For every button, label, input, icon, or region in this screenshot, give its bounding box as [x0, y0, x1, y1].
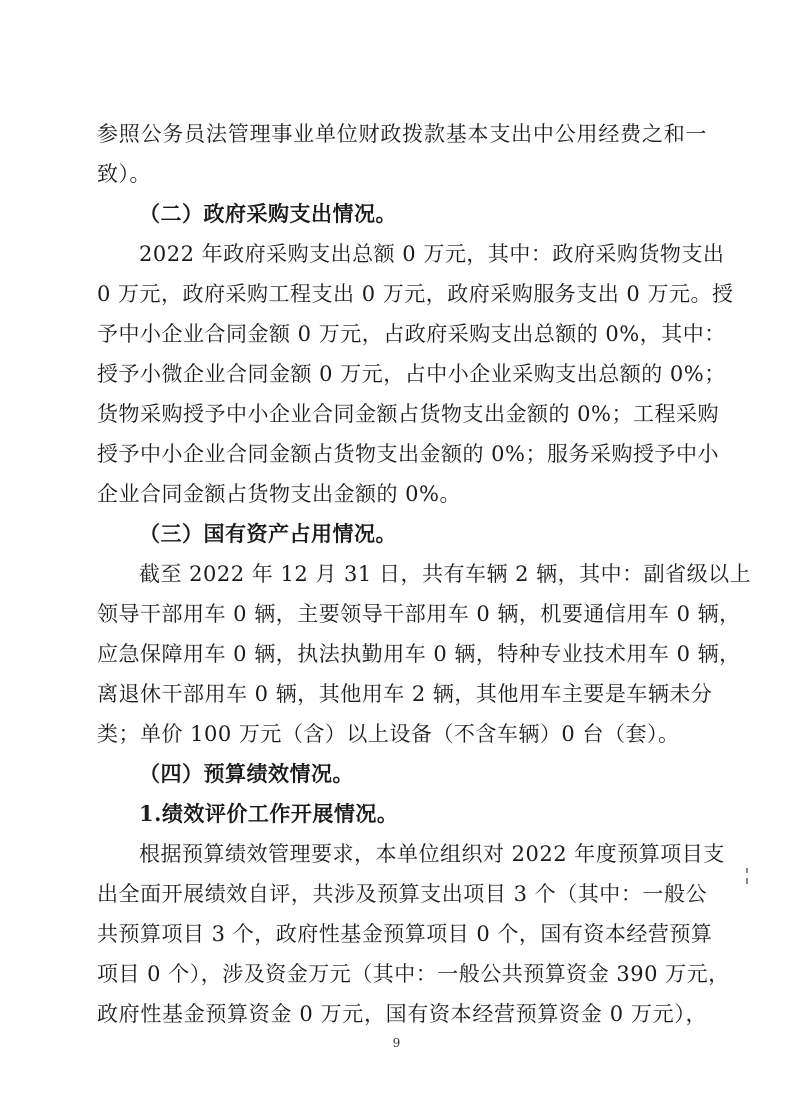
body-line: 2022 年政府采购支出总额 0 万元，其中：政府采购货物支出 — [139, 242, 725, 266]
body-line: 政府性基金预算资金 0 万元，国有资本经营预算资金 0 万元）， — [97, 1002, 707, 1026]
subsection-heading: 1.绩效评价工作开展情况。 — [139, 801, 399, 826]
body-line: 根据预算绩效管理要求，本单位组织对 2022 年度预算项目支 — [139, 842, 725, 866]
body-line: 授予小微企业合同金额 0 万元，占中小企业采购支出总额的 0%； — [97, 362, 726, 386]
scan-mark — [746, 868, 748, 873]
body-line: 0 万元，政府采购工程支出 0 万元，政府采购服务支出 0 万元。授 — [97, 282, 734, 306]
body-line: 领导干部用车 0 辆，主要领导干部用车 0 辆，机要通信用车 0 辆， — [97, 602, 741, 626]
body-line: 企业合同金额占货物支出金额的 0%。 — [97, 482, 461, 506]
section-heading: （二）政府采购支出情况。 — [139, 201, 397, 226]
body-line: 致）。 — [97, 162, 151, 186]
body-line: 项目 0 个），涉及资金万元（其中：一般公共预算资金 390 万元， — [97, 962, 730, 986]
section-heading: （四）预算绩效情况。 — [139, 761, 354, 786]
body-line: 予中小企业合同金额 0 万元，占政府采购支出总额的 0%，其中： — [97, 322, 726, 346]
scan-mark — [746, 878, 748, 884]
body-line: 出全面开展绩效自评，共涉及预算支出项目 3 个（其中：一般公 — [97, 882, 707, 906]
body-line: 货物采购授予中小企业合同金额占货物支出金额的 0%；工程采购 — [97, 402, 719, 426]
section-heading: （三）国有资产占用情况。 — [139, 521, 397, 546]
page-number: 9 — [392, 1036, 401, 1050]
body-line: 离退休干部用车 0 辆，其他用车 2 辆，其他用车主要是车辆未分 — [97, 682, 713, 706]
body-line: 共预算项目 3 个，政府性基金预算项目 0 个，国有资本经营预算 — [97, 922, 713, 946]
body-line: 授予中小企业合同金额占货物支出金额的 0%；服务采购授予中小 — [97, 442, 719, 466]
body-line: 参照公务员法管理事业单位财政拨款基本支出中公用经费之和一 — [97, 122, 707, 146]
body-line: 类；单价 100 万元（含）以上设备（不含车辆）0 台（套）。 — [97, 722, 680, 746]
body-line: 应急保障用车 0 辆，执法执勤用车 0 辆，特种专业技术用车 0 辆， — [97, 642, 741, 666]
body-line: 截至 2022 年 12 月 31 日，共有车辆 2 辆，其中：副省级以上 — [139, 562, 752, 586]
